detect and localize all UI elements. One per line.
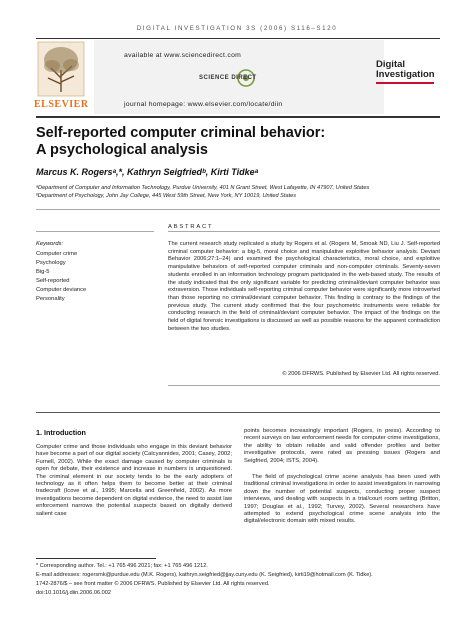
available-at-link[interactable]: available at www.sciencedirect.com (124, 52, 242, 59)
journal-header (36, 40, 440, 114)
abstract-rule (168, 231, 440, 232)
journal-logo-underline (376, 82, 434, 84)
footnote-corresponding: * Corresponding author. Tel.: +1 765 496 2021; fax: +1 765 496 1212. (36, 563, 208, 569)
footnote-front-matter: 1742-2876/$ – see front matter © 2006 DFRWS. Published by Elsevier Ltd. All rights reserved. (36, 581, 270, 587)
body-column-right-para1: points becomes increasingly important (Rogers, in press). According to recent surveys on law enforcement needs for computer crime investigations, the ability to obtain reliable and valid offender profiles and better investigative protocols, were rated as pressing issues (Rogers and Seigfried, 2004; ISTS, 2004). (244, 428, 440, 464)
keywords-heading: Keywords: (36, 241, 64, 247)
footnote-doi: doi:10.1016/j.diin.2006.06.002 (36, 590, 111, 596)
journal-running-head: DIGITAL INVESTIGATION 3S (2006) S116–S120 (136, 25, 338, 32)
keyword-item: Big-5 (36, 269, 50, 275)
article-title-line1: Self-reported computer criminal behavior: (36, 125, 326, 141)
keywords-rule (36, 231, 154, 232)
affiliation-a: ᵃDepartment of Computer and Information Technology, Purdue University, 401 N Grant Street, West Lafayette, IN 47907, United States (36, 185, 370, 191)
journal-logo-line2: Investigation (376, 69, 435, 80)
journal-homepage-link[interactable]: journal homepage: www.elsevier.com/locate/diin (124, 101, 283, 108)
header-top-rule (36, 38, 440, 39)
article-title (36, 125, 325, 159)
abstract-bottom-rule (168, 385, 440, 386)
affiliation-b: ᵇDepartment of Psychology, John Jay College, 445 West 59th Street, New York, NY 10019, United States (36, 193, 297, 199)
keyword-item: Psychology (36, 260, 66, 266)
article-title-line2: A psychological analysis (36, 142, 208, 158)
affiliation-rule (36, 209, 440, 210)
author-list: Marcus K. Rogersᵃ,*, Kathryn Seigfriedᵇ, Kirti Tidkeᵃ (36, 167, 259, 177)
publisher-name: ELSEVIER (34, 99, 89, 110)
keyword-item: Self-reported (36, 278, 70, 284)
footnote-emails: E-mail addresses: rogersmk@purdue.edu (M.K. Rogers), kathryn.seigfried@jjay.cuny.edu (K. Seigfried), kirti19@hotmail.com (K. Tidke). (36, 572, 373, 578)
sciencedirect-wordmark: SCIENCE DIRECT (199, 75, 257, 81)
body-column-left: Computer crime and those individuals who engage in this deviant behavior have become a part of our digital society (Calcyannides, 2001; Casey, 2002; Furnell, 2002). While the exact damage caused by computer criminals is open for debate, their existence and increase in numbers is unquestioned. The criminal element in our society tends to be the early adopters of technology as it often helps them to become better at their criminal tradecraft (Icove et al., 1995; Marcella and Greenfield, 2002). As more investigations become dependent on digital evidence, the need to assist law enforcement narrows the potential suspects based on digitally derived salient case (36, 444, 232, 517)
digital-investigation-logo (376, 60, 435, 84)
footnote-rule (36, 558, 156, 559)
abstract-copyright: © 2006 DFRWS. Published by Elsevier Ltd. All rights reserved. (282, 371, 440, 377)
abstract-heading: ABSTRACT (168, 224, 214, 230)
header-bottom-rule (36, 116, 440, 118)
keyword-item: Personality (36, 296, 65, 302)
journal-logo-line1: Digital (376, 59, 406, 70)
body-column-right-para2: The field of psychological crime scene analysis has been used with traditional criminal investigations in order to assist investigators in narrowing down the number of potential suspects, conducting proper suspect interviews, and dealing with suspects in a trial/court room setting (Britton, 1997; Douglas et al., 1992; Turvey, 2002). Several researchers have attempted to extend psychological crime scene analysis into the digital/electronic domain with mixed results. (244, 474, 440, 525)
keyword-item: Computer deviance (36, 287, 87, 293)
body-top-rule (36, 412, 440, 413)
abstract-text: The current research study replicated a study by Rogers et al. (Rogers M, Smoak ND, Liu J. Self-reported criminal computer behavior: a big-5, moral choice and manipulative exploitive behavior analysis. Deviant Behavior 2006;27:1–24) and examined the psychological characteristics, moral choice, and exploitive manipulative behaviors of self-reported computer criminals and non-computer criminals. Seventy-seven students enrolled in an information technology program participated in the web-based study. The results of the study indicated that the only significant variable for predicting criminal/deviant computer behavior was extraversion. Those individuals self-reporting criminal computer behavior were significantly more introverted than those reporting no criminal/deviant computer behavior. This finding is contrary to the findings of the previous study. The current study confirmed that the four psychometric instruments were reliable for conducting research in the field of criminal/deviant computer behavior. The impact of the findings on the field of digital forensic investigations is discussed as well as possible reasons for the apparent contradiction between the two studies. (168, 241, 440, 332)
keyword-item: Computer crime (36, 251, 78, 257)
section-heading-introduction: 1. Introduction (36, 428, 86, 437)
